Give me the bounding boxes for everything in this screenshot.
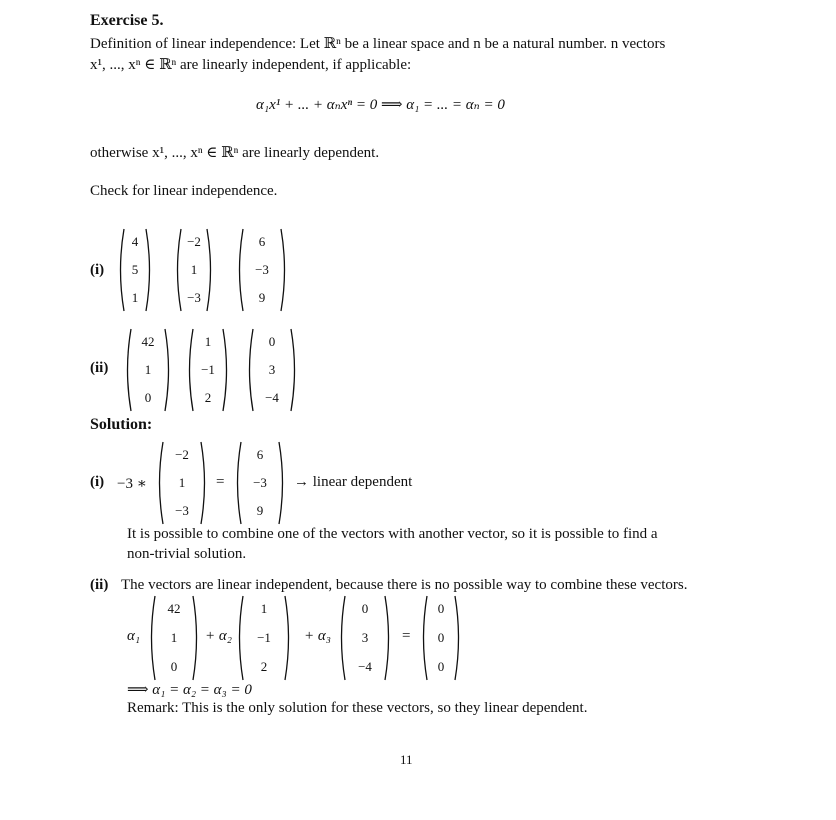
vector-entry: 3 [268, 362, 276, 377]
vector-entry: 0 [437, 601, 445, 617]
vector-entry: −2 [175, 447, 189, 462]
vector-entry: 0 [361, 601, 369, 617]
otherwise-text: otherwise x¹, ..., xⁿ ∈ ℝⁿ are linearly dependent. [90, 145, 380, 161]
vector-entry: 0 [437, 630, 445, 645]
solution-heading: Solution: [90, 416, 153, 433]
definition-line-1: Definition of linear independence: Let ℝⁿ be a linear space and n be a natural number. n vectors [90, 36, 666, 52]
vector-entry: 2 [260, 658, 268, 674]
solution-i-prefix: −3 ∗ [117, 476, 147, 492]
vector-entry: 2 [204, 390, 212, 405]
right-paren [290, 328, 298, 412]
definition-line-2: x¹, ..., xⁿ ∈ ℝⁿ are linearly independent, if applicable: [90, 57, 412, 73]
right-paren [278, 441, 286, 525]
definition-formula: α₁x¹ + ... + αₙxⁿ = 0 ⟹ α₁ = ... = αₙ = 0 [256, 97, 505, 113]
vector-entry: 1 [170, 630, 178, 645]
coefficient-alpha-3: + α₃ [304, 628, 331, 644]
left-paren [156, 441, 164, 525]
right-paren [384, 595, 392, 681]
left-paren [420, 595, 428, 681]
vector-entry: −3 [175, 503, 189, 518]
vector [236, 595, 292, 681]
vector [156, 441, 208, 525]
left-paren [148, 595, 156, 681]
vector [420, 595, 462, 681]
right-paren [280, 228, 288, 312]
solution-ii-text: The vectors are linear independent, because there is no possible way to combine these vectors. [121, 577, 688, 593]
vector-entry: 1 [131, 290, 139, 305]
vector-entry: 0 [437, 658, 445, 674]
vector-entry: 42 [141, 334, 155, 349]
solution-ii-remark: Remark: This is the only solution for these vectors, so they linear dependent. [127, 700, 588, 716]
right-paren [454, 595, 462, 681]
left-paren [236, 595, 244, 681]
right-paren [200, 441, 208, 525]
vector-entry: 3 [361, 630, 369, 645]
right-paren [284, 595, 292, 681]
page-number: 11 [400, 752, 413, 767]
problem-ii-label: (ii) [90, 360, 109, 376]
vector [338, 595, 392, 681]
solution-i-result: → linear dependent [294, 474, 413, 490]
vector-entry: 0 [170, 658, 178, 674]
problem-i-label: (i) [90, 262, 105, 278]
left-paren [338, 595, 346, 681]
right-paren [192, 595, 200, 681]
left-paren [124, 328, 132, 412]
vector-entry: −3 [255, 262, 269, 277]
vector-entry: 1 [190, 262, 198, 277]
right-paren [145, 228, 153, 312]
vector-entry: 1 [144, 362, 152, 377]
vector-entry: 5 [131, 262, 139, 277]
vector-entry: −3 [253, 475, 267, 490]
right-paren [164, 328, 172, 412]
vector-entry: 1 [260, 601, 268, 617]
vector-entry: −2 [187, 234, 201, 249]
check-instruction: Check for linear independence. [90, 183, 278, 199]
vector-entry: −1 [201, 362, 215, 377]
vector-entry: 4 [131, 234, 139, 249]
left-paren [234, 441, 242, 525]
vector-entry: 6 [258, 234, 266, 249]
solution-ii-label: (ii) [90, 577, 109, 593]
left-paren [174, 228, 182, 312]
right-paren [222, 328, 230, 412]
vector-entry: 0 [144, 390, 152, 405]
solution-ii-equals: = [402, 628, 411, 644]
vector-entry: −4 [358, 658, 372, 674]
vector [124, 328, 172, 412]
coefficient-alpha-1: α₁ [127, 628, 141, 644]
vector [186, 328, 230, 412]
vector [236, 228, 288, 312]
vector-entry: 1 [178, 475, 186, 490]
left-paren [117, 228, 125, 312]
solution-i-note-2: non-trivial solution. [127, 546, 247, 562]
vector [117, 228, 153, 312]
solution-i-equals: = [216, 474, 225, 490]
vector [246, 328, 298, 412]
coefficient-alpha-2: + α₂ [205, 628, 232, 644]
vector [148, 595, 200, 681]
vector-entry: 9 [256, 503, 264, 518]
right-paren [206, 228, 214, 312]
exercise-title: Exercise 5. [90, 12, 164, 29]
vector-entry: 9 [258, 290, 266, 305]
vector [234, 441, 286, 525]
vector-entry: 6 [256, 447, 264, 462]
left-paren [246, 328, 254, 412]
vector-entry: 0 [268, 334, 276, 349]
solution-i-label: (i) [90, 474, 105, 490]
vector-entry: −1 [257, 630, 271, 645]
vector-entry: 1 [204, 334, 212, 349]
vector-entry: −4 [265, 390, 279, 405]
vector [174, 228, 214, 312]
left-paren [186, 328, 194, 412]
solution-i-note-1: It is possible to combine one of the vectors with another vector, so it is possible to find a [127, 526, 658, 542]
vector-entry: −3 [187, 290, 201, 305]
solution-ii-implication: ⟹ α₁ = α₂ = α₃ = 0 [127, 682, 252, 698]
vector-entry: 42 [167, 601, 181, 617]
left-paren [236, 228, 244, 312]
